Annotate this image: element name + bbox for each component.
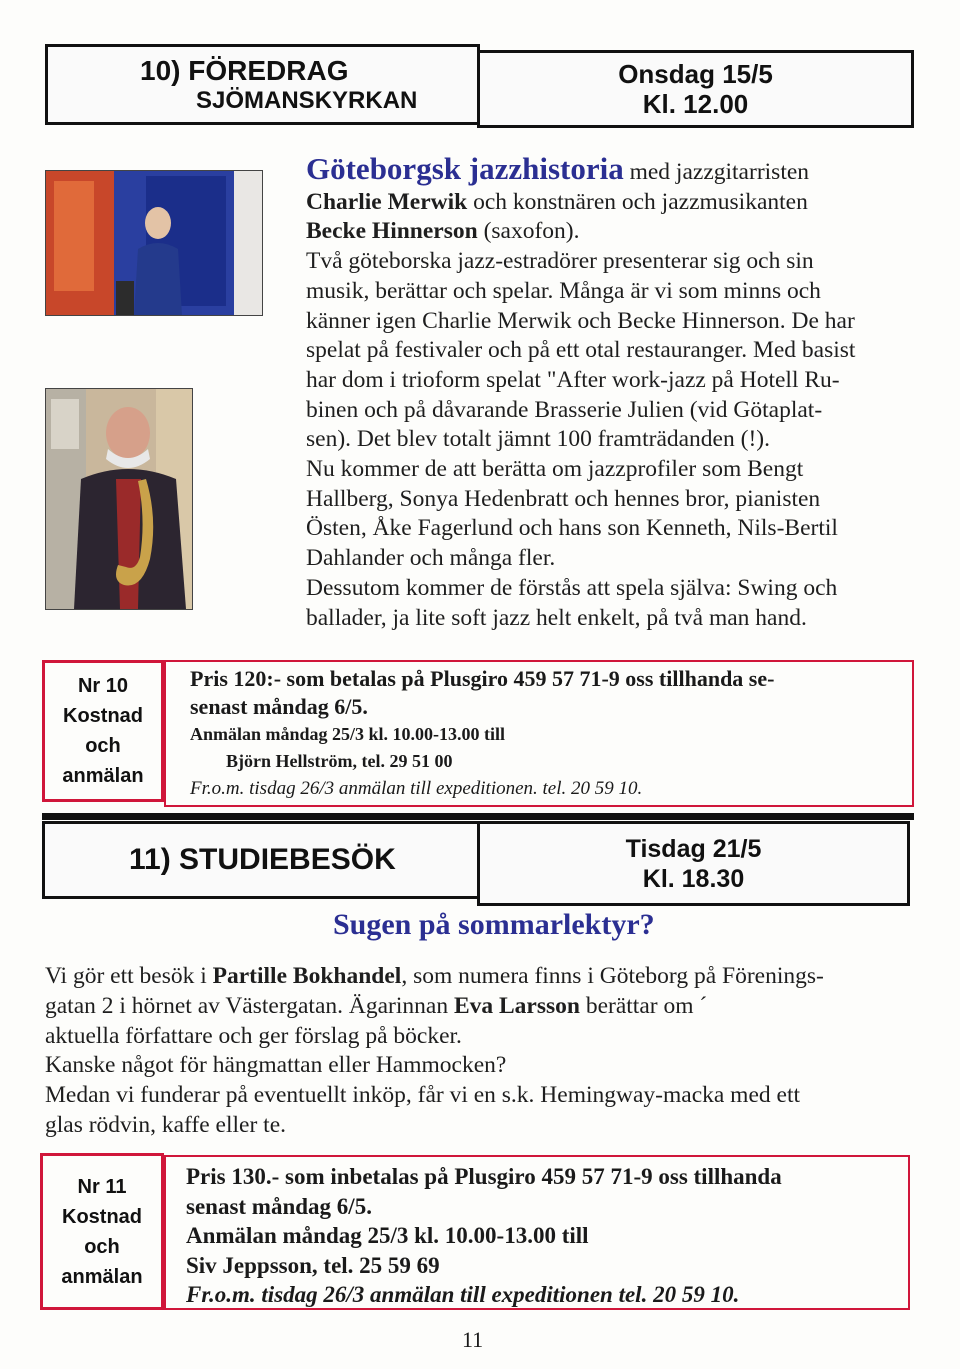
body-line: Hallberg, Sonya Hedenbratt och hennes bror, pianisten — [306, 485, 821, 512]
event11-title: 11) STUDIEBESÖK — [129, 843, 396, 876]
body-line: Kanske något för hängmattan eller Hammocken? — [45, 1052, 507, 1079]
event11-line1: Vi gör ett besök i Partille Bokhandel, som numera finns i Göteborg på Förenings- — [45, 963, 824, 989]
event10-cost-box — [164, 660, 914, 807]
event11-from: Fr.o.m. tisdag 26/3 anmälan till expeditionen tel. 20 59 10. — [186, 1282, 740, 1307]
photo-guitarist-image — [46, 171, 262, 315]
event10-date-box — [477, 50, 914, 128]
photo-saxophonist — [45, 388, 193, 610]
event10-headline: Göteborgsk jazzhistoria — [306, 151, 624, 186]
body-line: Medan vi funderar på eventuellt inköp, får vi en s.k. Hemingway-macka med ett — [45, 1082, 801, 1109]
event11-body — [45, 962, 824, 1141]
body-line: Nu kommer de att berätta om jazzprofiler som Bengt — [306, 456, 804, 483]
event10-line3: Becke Hinnerson (saxofon). — [306, 218, 580, 245]
section-divider — [42, 813, 914, 820]
event10-nr-box: Nr 10 Kostnad och anmälan — [42, 660, 164, 802]
event10-price: Pris 120:- som betalas på Plusgiro 459 57 71-9 oss tillhanda se- — [190, 666, 775, 691]
body-line: ballader, ja lite soft jazz helt enkelt, på två man hand. — [306, 604, 807, 631]
event10-contact: Björn Hellström, tel. 29 51 00 — [226, 751, 453, 771]
event11-signup: Anmälan måndag 25/3 kl. 10.00-13.00 till — [186, 1223, 589, 1248]
event10-title-box — [45, 44, 480, 125]
event10-body — [306, 151, 856, 633]
body-line: Östen, Åke Fagerlund och hans son Kenneth, Nils-Bertil — [306, 515, 838, 542]
event11-cost-box — [164, 1155, 910, 1310]
event11-headline: Sugen på sommarlektyr? — [333, 908, 655, 941]
event11-deadline: senast måndag 6/5. — [186, 1193, 372, 1219]
event11-title-box — [42, 821, 480, 899]
event10-line2: Charlie Merwik och konstnären och jazzmusikanten — [306, 188, 808, 215]
body-line: musik, berättar och spelar. Många är vi som minns och — [306, 277, 821, 304]
event11-time: Kl. 18.30 — [642, 864, 745, 893]
body-line: har dom i trioform spelat "After work-jazz på Hotell Ru- — [306, 366, 840, 393]
event11-price: Pris 130.- som inbetalas på Plusgiro 459 57 71-9 oss tillhanda — [186, 1164, 782, 1189]
event11-date: Tisdag 21/5 — [625, 834, 762, 863]
photo-guitarist — [45, 170, 263, 316]
body-line: Dessutom kommer de förstås att spela själva: Swing och — [306, 574, 838, 601]
event11-contact: Siv Jeppsson, tel. 25 59 69 — [186, 1252, 440, 1278]
event11-nr-box: Nr 11 Kostnad och anmälan — [40, 1153, 164, 1310]
event10-venue: SJÖMANSKYRKAN — [196, 86, 418, 114]
body-line: Två göteborska jazz-estradörer presenterar sig och sin — [306, 248, 814, 275]
body-line: Dahlander och många fler. — [306, 545, 556, 572]
event10-title: 10) FÖREDRAG — [140, 54, 349, 86]
event10-signup: Anmälan måndag 25/3 kl. 10.00-13.00 till — [190, 724, 506, 744]
body-line: aktuella författare och ger förslag på böcker. — [45, 1022, 462, 1049]
event10-from: Fr.o.m. tisdag 26/3 anmälan till expeditionen. tel. 20 59 10. — [190, 778, 643, 799]
event10-date: Onsdag 15/5 — [618, 59, 773, 89]
event10-deadline: senast måndag 6/5. — [190, 694, 368, 719]
body-line: binen och på dåvarande Brasserie Julien (vid Götaplat- — [306, 396, 823, 423]
event10-intro: Göteborgsk jazzhistoria med jazzgitarristen — [306, 151, 810, 186]
photo-saxophonist-image — [46, 389, 192, 609]
event11-line2: gatan 2 i hörnet av Västergatan. Ägarinnan Eva Larsson berättar om ´ — [45, 992, 708, 1019]
event10-time: Kl. 12.00 — [642, 89, 749, 119]
body-line: glas rödvin, kaffe eller te. — [45, 1111, 287, 1138]
page-number: 11 — [462, 1327, 484, 1352]
body-line: känner igen Charlie Merwik och Becke Hinnerson. De har — [306, 307, 855, 334]
body-line: sen). Det blev totalt jämnt 100 framträdanden (!). — [306, 426, 770, 453]
event11-date-box — [477, 821, 910, 906]
body-line: spelat på festivaler och på ett otal restauranger. Med basist — [306, 337, 856, 364]
